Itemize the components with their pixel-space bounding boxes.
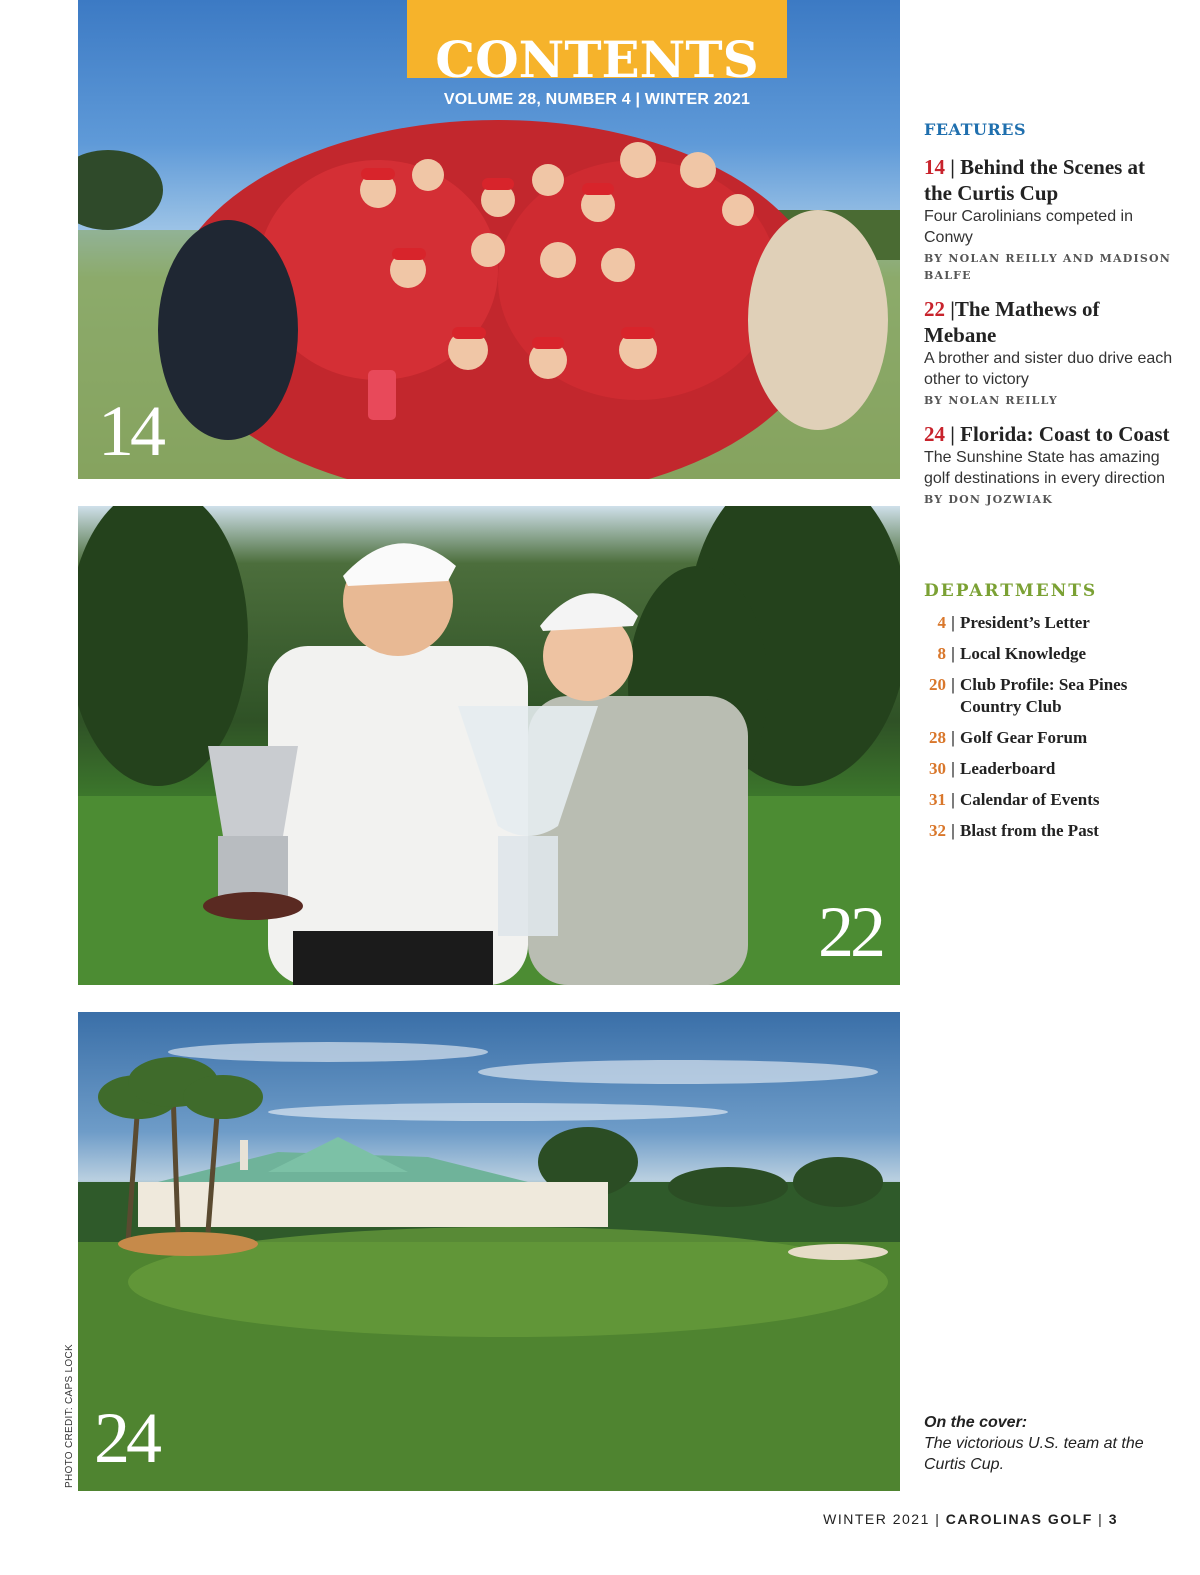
- department-label: Local Knowledge: [960, 644, 1087, 663]
- department-item[interactable]: [924, 758, 1184, 780]
- contents-title: CONTENTS: [435, 30, 759, 89]
- department-item[interactable]: [924, 727, 1184, 749]
- departments-heading: DEPARTMENTS: [924, 581, 1098, 601]
- issue-line: VOLUME 28, NUMBER 4 | WINTER 2021: [443, 91, 751, 108]
- department-item[interactable]: [924, 820, 1184, 842]
- photo-brother-sister-trophies: [78, 506, 900, 985]
- department-label: Blast from the Past: [960, 821, 1099, 840]
- separator: |: [951, 821, 955, 840]
- feature-byline: BY NOLAN REILLY AND MADISON BALFE: [924, 252, 1172, 282]
- feature-title: Behind the Scenes at the Curtis Cup: [924, 155, 1146, 205]
- folio-page-number: 3: [1108, 1511, 1118, 1527]
- feature-byline: BY NOLAN REILLY: [924, 394, 1058, 407]
- separator: |: [951, 790, 955, 809]
- department-page-number: 8: [937, 644, 946, 663]
- department-label: Club Profile: Sea Pines Country Club: [960, 675, 1128, 716]
- department-item[interactable]: [924, 643, 1184, 665]
- feature-item[interactable]: [924, 154, 1174, 284]
- photo-page-number: 24: [94, 1398, 158, 1478]
- department-item[interactable]: [924, 674, 1184, 718]
- department-page-number: 4: [937, 613, 946, 632]
- feature-description: A brother and sister duo drive each other to victory: [924, 350, 1173, 388]
- feature-description: Four Carolinians competed in Conwy: [924, 208, 1133, 246]
- golf-course-illustration: [78, 1012, 900, 1491]
- department-page-number: 30: [929, 759, 946, 778]
- separator: |: [951, 728, 955, 747]
- department-page-number: 20: [929, 675, 946, 694]
- trophies-illustration: [78, 506, 900, 985]
- department-item[interactable]: [924, 789, 1184, 811]
- features-heading: FEATURES: [924, 120, 1026, 139]
- separator: |: [951, 759, 955, 778]
- feature-page-number: 14: [924, 155, 945, 179]
- feature-title-line: 22 |The Mathews of Mebane: [924, 297, 1100, 347]
- photo-credit: PHOTO CREDIT: CAPS LOCK: [64, 1344, 75, 1488]
- feature-title-line: 24 | Florida: Coast to Coast: [924, 422, 1170, 446]
- department-page-number: 32: [929, 821, 946, 840]
- feature-page-number: 22: [924, 297, 945, 321]
- feature-byline: BY DON JOZWIAK: [924, 493, 1054, 506]
- feature-description: The Sunshine State has amazing golf destinations in every direction: [924, 449, 1166, 487]
- department-label: President’s Letter: [960, 613, 1090, 632]
- page-folio: WINTER 2021 | CAROLINAS GOLF | 3: [823, 1511, 1118, 1527]
- departments-list: [924, 612, 1184, 851]
- feature-page-number: 24: [924, 422, 945, 446]
- feature-item[interactable]: [924, 421, 1174, 508]
- feature-title: Florida: Coast to Coast: [960, 422, 1170, 446]
- department-label: Calendar of Events: [960, 790, 1100, 809]
- department-label: Leaderboard: [960, 759, 1056, 778]
- separator: |: [951, 613, 955, 632]
- photo-golf-course-clubhouse: [78, 1012, 900, 1491]
- feature-item[interactable]: [924, 296, 1174, 409]
- folio-season: WINTER 2021: [823, 1511, 930, 1527]
- photo-page-number: 22: [818, 892, 882, 972]
- department-page-number: 28: [929, 728, 946, 747]
- feature-title-line: 14 | Behind the Scenes at the Curtis Cup: [924, 155, 1146, 205]
- cover-caption: [924, 1412, 1164, 1475]
- feature-title: The Mathews of Mebane: [924, 297, 1100, 347]
- department-page-number: 31: [929, 790, 946, 809]
- folio-magazine: CAROLINAS GOLF: [945, 1511, 1093, 1527]
- photo-page-number: 14: [98, 391, 162, 471]
- department-item[interactable]: [924, 612, 1184, 634]
- department-label: Golf Gear Forum: [960, 728, 1088, 747]
- cover-caption-text: The victorious U.S. team at the Curtis Cup.: [924, 1435, 1144, 1473]
- separator: |: [951, 675, 955, 694]
- cover-caption-heading: On the cover:: [924, 1414, 1028, 1431]
- separator: |: [951, 644, 955, 663]
